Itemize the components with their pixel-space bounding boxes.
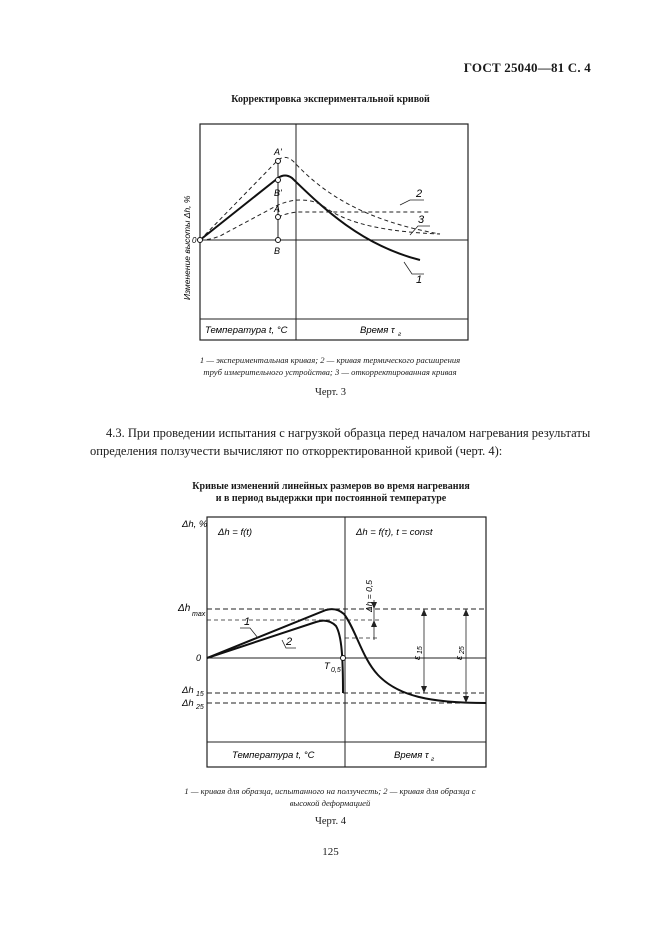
figure4-point-t05 [341,656,346,661]
figure3-caption-line1: 1 — экспериментальная кривая; 2 — кривая термического расширения [199,355,461,365]
figure4-label-t05: T [324,661,330,672]
figure4-label-dh25: Δh [182,698,194,709]
figure4-leader-1 [240,628,258,638]
figure3-title: Корректировка экспериментальной кривой [231,94,430,105]
figure4-label-dhmax-sub: max [192,611,206,618]
figure3-curve-label-2: 2 [416,188,423,200]
figure4-arrow-e25-top [463,609,469,616]
figure4-title-line2: и в период выдержки при постоянной температуре [215,493,447,504]
figure3-label-b: B [274,246,281,256]
figure4-label-dh05: Δh = 0,5 [364,580,374,612]
figure4-arrow-05-bot [371,620,377,627]
page-number: 125 [322,846,339,858]
figure4-label-dh15-sub: 15 [196,691,204,698]
figure4-x-label-left: Температура t, °C [232,750,315,761]
figure3-label-origin: 0 [192,236,197,245]
figure4-title-line1: Кривые изменений линейных размеров во время нагревания [192,481,470,492]
figure3-curve-label-3: 3 [418,214,425,226]
figure3-x-label-left: Температура t, °C [205,325,288,336]
figure4-arrow-e15-bot [421,686,427,693]
figure4-x-label-right: Время τ [394,750,429,761]
figure3-x-label-right-sub: г [398,331,402,338]
paragraph-line2: определения ползучести вычисляют по откорректированной кривой (черт. 4): [90,444,503,458]
figure4-curve-label-1: 1 [244,616,251,628]
figure4-label-t05-sub: 0,5 [331,667,341,674]
document-header: ГОСТ 25040—81 С. 4 [463,60,591,75]
figure4-formula-right: Δh = f(τ), t = const [356,527,433,538]
figure4-label-e25: ε [454,655,465,660]
figure3-label-b-prime: B' [274,188,282,198]
figure4-label-dh25-sub: 25 [196,704,204,711]
figure3-label-a-prime: A' [274,147,282,157]
figure4-y-label: Δh, % [182,519,208,530]
figure4-x-label-right-sub: г [431,756,435,763]
figure3-caption-line2: труб измерительного устройства; 3 — откорректированная кривая [203,367,457,377]
figure4-caption-line1: 1 — кривая для образца, испытанного на ползучесть; 2 — кривая для образца с [184,786,476,796]
figure4-caption-line2: высокой деформацией [289,798,371,808]
figure4-number: Черт. 4 [315,816,346,827]
figure3-label-a: A [274,204,281,214]
figure4-label-e15-sub: 15 [417,646,424,654]
figure4-label-dh15: Δh [182,685,194,696]
figure3-x-label-right: Время τ [360,325,395,336]
figure3-number: Черт. 3 [315,387,346,398]
figure4-label-origin: 0 [196,653,202,663]
figure4-formula-left: Δh = f(t) [218,527,253,538]
figure4-label-e25-sub: 25 [459,646,466,654]
figure3-curve-label-1: 1 [416,274,423,286]
figure4-curve-label-2: 2 [286,636,293,648]
figure3-y-label: Изменение высоты Δh, % [182,195,192,300]
figure4-label-dhmax: Δh [178,603,191,614]
paragraph-line1: 4.3. При проведении испытания с нагрузкой образца перед началом нагревания результаты [106,426,591,440]
figure4-arrow-e15-top [421,609,427,616]
figure4-label-e15: ε [412,655,423,660]
